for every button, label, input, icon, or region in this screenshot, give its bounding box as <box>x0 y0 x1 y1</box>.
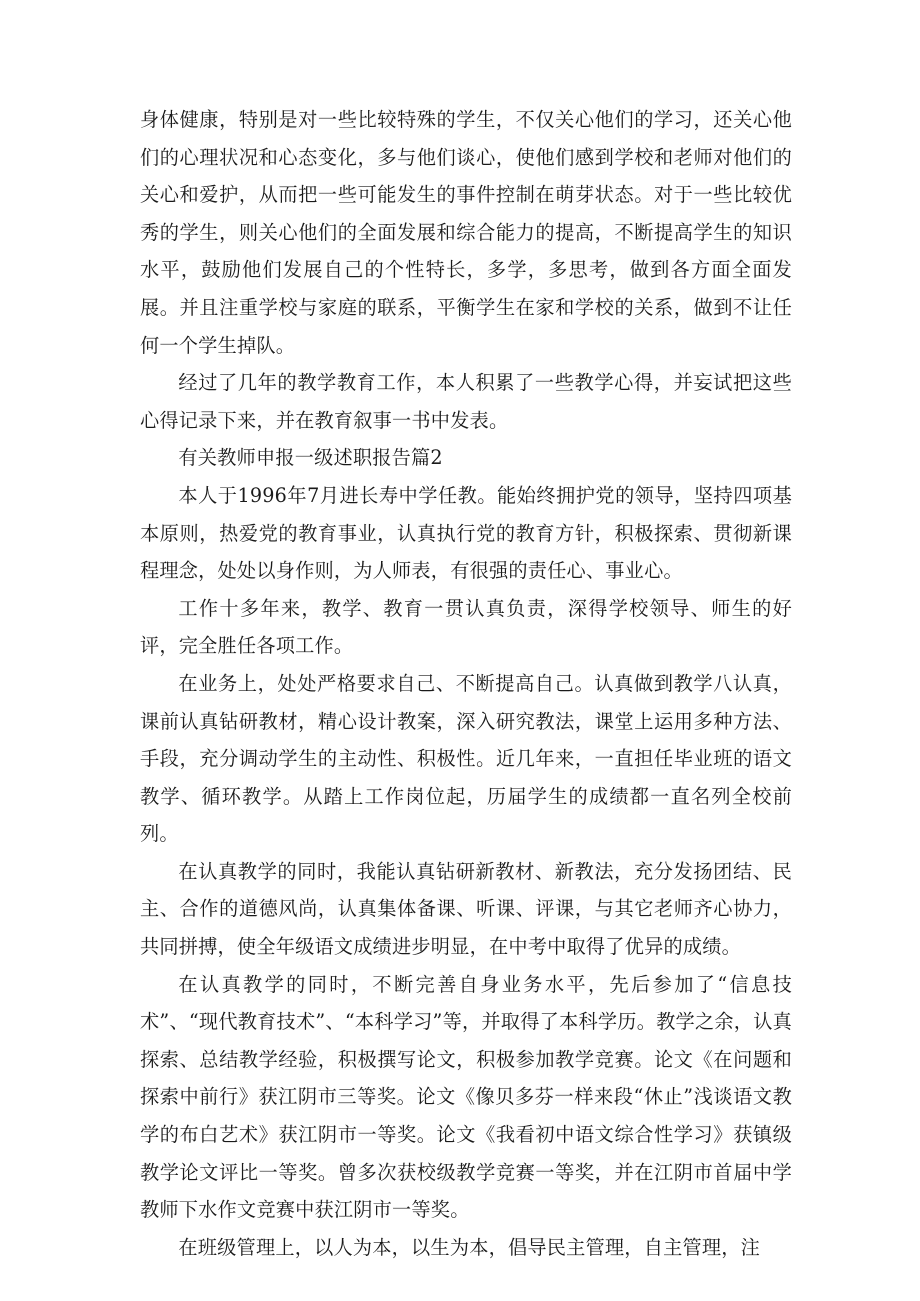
paragraph-8: 在班级管理上，以人为本，以生为本，倡导民主管理，自主管理，注 <box>178 1235 761 1259</box>
section-heading: 有关教师申报一级述职报告篇2 <box>178 446 443 470</box>
paragraph-3: 本人于1996年7月进长寿中学任教。能始终拥护党的领导，坚持四项基本原则，热爱党的教育事业，认真执行党的教育方针，积极探索、贯彻新课程理念，处处以身作则，为人师表，有很强的责任心、事业心。 <box>140 483 792 583</box>
paragraph-1: 身体健康，特别是对一些比较特殊的学生，不仅关心他们的学习，还关心他们的心理状况和心态变化，多与他们谈心，使他们感到学校和老师对他们的关心和爱护，从而把一些可能发生的事件控制在萌芽状态。对于一些比较优秀的学生，则关心他们的全面发展和综合能力的提高，不断提高学生的知识水平，鼓励他们发展自己的个性特长，多学，多思考，做到各方面全面发展。并且注重学校与家庭的联系，平衡学生在家和学校的关系，做到不让任何一个学生掉队。 <box>140 108 792 357</box>
paragraph-6: 在认真教学的同时，我能认真钻研新教材、新教法，充分发扬团结、民主、合作的道德风尚，认真集体备课、听课、评课，与其它老师齐心协力，共同拼搏，使全年级语文成绩进步明显，在中考中取得了优异的成绩。 <box>140 859 792 959</box>
paragraph-7: 在认真教学的同时，不断完善自身业务水平，先后参加了“信息技术”、“现代教育技术”、“本科学习”等，并取得了本科学历。教学之余，认真探索、总结教学经验，积极撰写论文，积极参加教学竞赛。论文《在问题和探索中前行》获江阴市三等奖。论文《像贝多芬一样来段“休止”浅谈语文教学的布白艺术》获江阴市一等奖。论文《我看初中语文综合性学习》获镇级教学论文评比一等奖。曾多次获校级教学竞赛一等奖，并在江阴市首届中学教师下水作文竞赛中获江阴市一等奖。 <box>140 972 792 1222</box>
paragraph-4: 工作十多年来，教学、教育一贯认真负责，深得学校领导、师生的好评，完全胜任各项工作。 <box>140 596 792 658</box>
paragraph-5: 在业务上，处处严格要求自己、不断提高自己。认真做到教学八认真，课前认真钻研教材，精心设计教案，深入研究教法，课堂上运用多种方法、手段，充分调动学生的主动性、积极性。近几年来，一直担任毕业班的语文教学、循环教学。从踏上工作岗位起，历届学生的成绩都一直名列全校前列。 <box>140 671 792 846</box>
document-body <box>140 101 792 1266</box>
paragraph-2: 经过了几年的教学教育工作，本人积累了一些教学心得，并妄试把这些心得记录下来，并在教育叙事一书中发表。 <box>140 371 792 432</box>
